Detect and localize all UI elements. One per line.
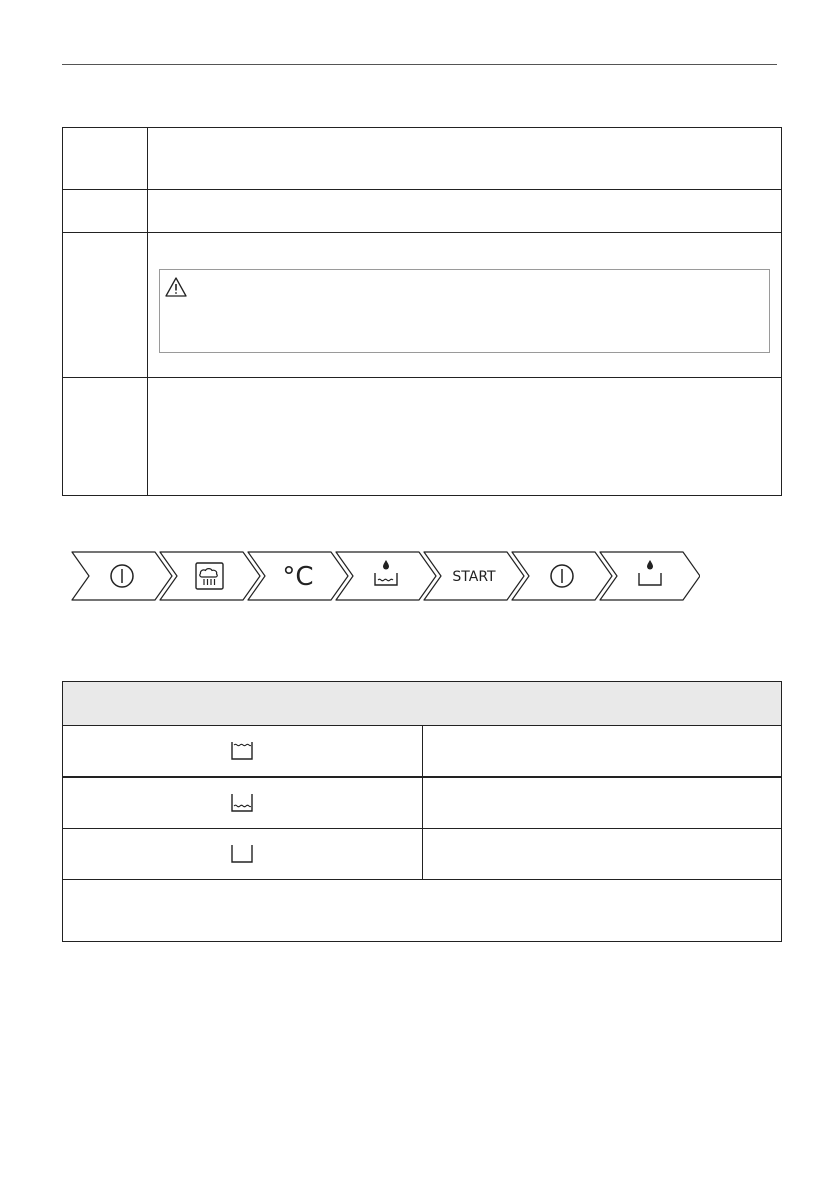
step-number [63, 128, 148, 190]
key-steam-cleaning[interactable] [160, 552, 260, 600]
table-row [63, 777, 782, 829]
step-number [63, 190, 148, 233]
warning-box [159, 269, 770, 353]
step-text [148, 190, 782, 233]
steps-table [62, 127, 782, 496]
table-row [63, 726, 782, 778]
water-level-table [62, 681, 782, 942]
water-level-title [63, 682, 782, 726]
step-row [63, 233, 782, 378]
tank-full-icon [229, 740, 255, 762]
level-text [422, 829, 782, 880]
key-power[interactable] [72, 552, 172, 600]
level-text [422, 777, 782, 829]
level-icon-cell [63, 726, 423, 778]
water-level-table-header [63, 682, 782, 726]
level-text [422, 726, 782, 778]
header-rule [62, 64, 777, 65]
key-power[interactable] [512, 552, 612, 600]
tank-empty-icon [229, 843, 255, 865]
tank-low-icon [229, 792, 255, 814]
step-content [148, 233, 782, 378]
step-text [148, 128, 782, 190]
celsius-icon: °C [282, 562, 314, 592]
key-water-drop-tray[interactable] [600, 552, 700, 600]
water-level-note [63, 880, 782, 942]
step-number [63, 378, 148, 496]
control-panel-strip [70, 550, 700, 602]
key-water-tank-fill[interactable] [336, 552, 436, 600]
level-icon-cell [63, 777, 423, 829]
table-row [63, 880, 782, 942]
table-row [63, 829, 782, 880]
step-number [63, 233, 148, 378]
level-icon-cell [63, 829, 423, 880]
step-row [63, 128, 782, 190]
key-temperature[interactable] [248, 552, 348, 600]
step-row [63, 378, 782, 496]
warning-triangle-icon [164, 276, 188, 298]
step-row [63, 190, 782, 233]
step-text [148, 378, 782, 496]
key-start[interactable] [424, 552, 524, 600]
start-label: START [452, 569, 496, 585]
